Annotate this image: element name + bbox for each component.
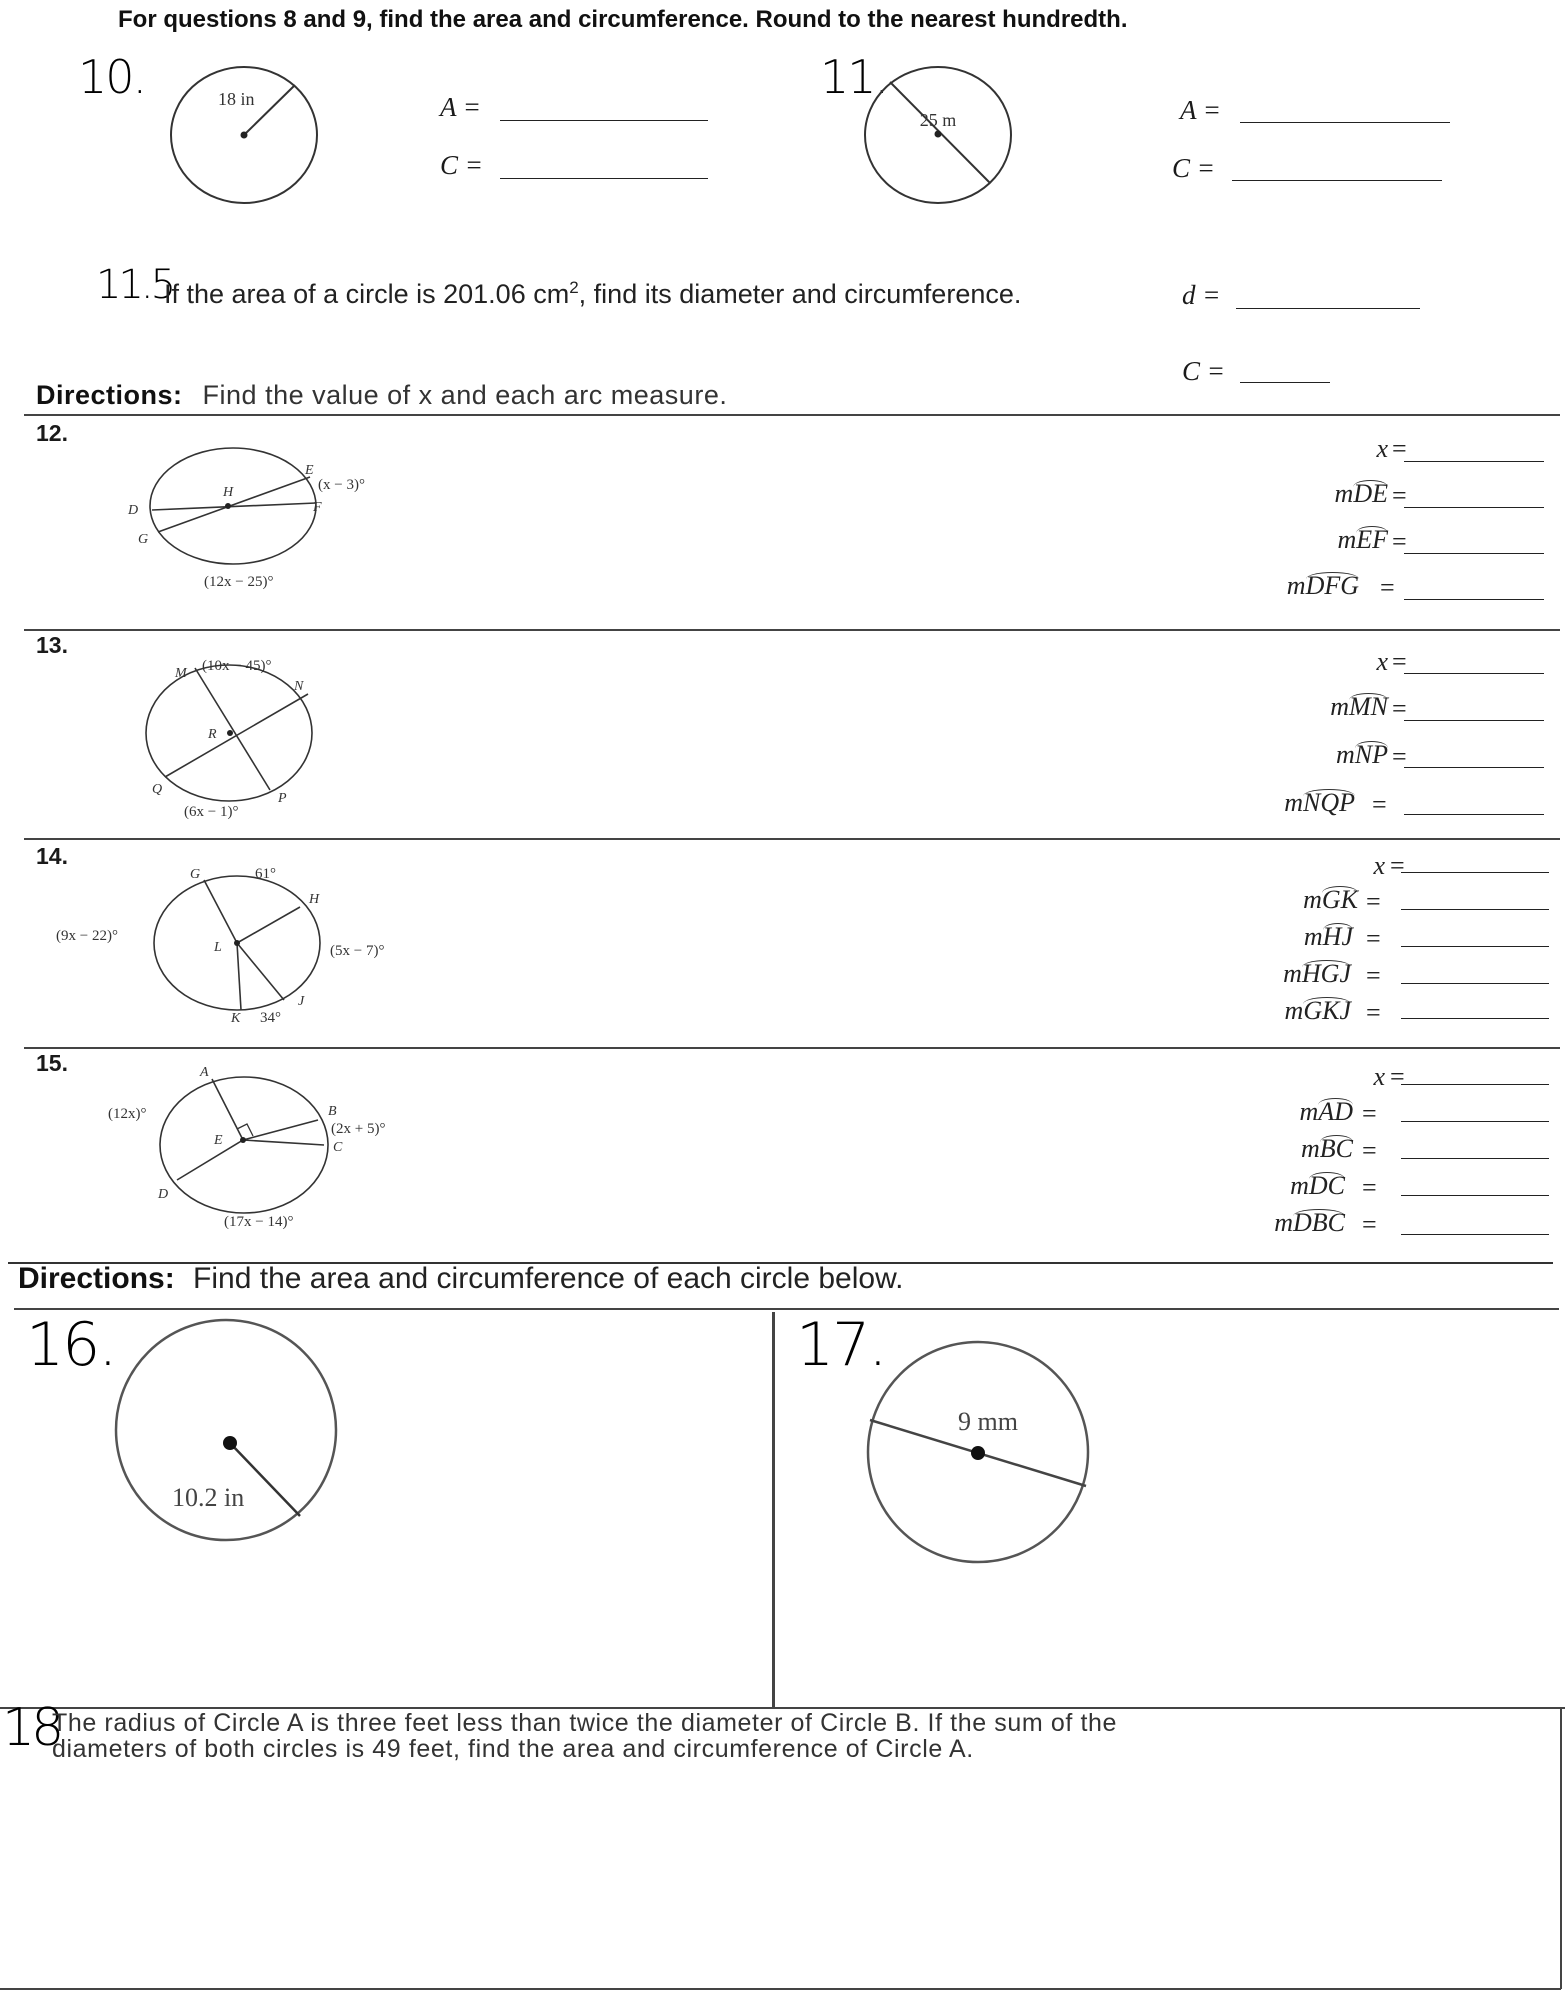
q13-ans-mmn-eq: = xyxy=(1392,694,1407,723)
q14-ans-mhgj-label: mHGJ xyxy=(1283,959,1351,988)
q14-figure xyxy=(50,860,430,1030)
q11-5-d-label: d = xyxy=(1182,280,1221,310)
q15-label-b: B xyxy=(328,1104,337,1119)
q13-ans-x-eq: = xyxy=(1392,647,1407,676)
q13-ans-mnqp-blank[interactable] xyxy=(1404,814,1544,815)
q14-arc-right: (5x − 7)° xyxy=(330,943,385,959)
q15-ans-x-eq: = xyxy=(1390,1062,1405,1091)
rule-arcs-top xyxy=(24,414,1560,416)
q15-arc-bc: (2x + 5)° xyxy=(331,1121,386,1137)
q11-5-number: 11.5 xyxy=(96,262,174,308)
q11-circ-label: C = xyxy=(1172,153,1215,183)
q12-label-d: D xyxy=(128,503,139,518)
q12-ans-mdfg-blank[interactable] xyxy=(1404,599,1544,600)
rule-q12-q13 xyxy=(24,629,1560,631)
q12-ans-mdfg-label: mDFG xyxy=(1286,571,1359,600)
q12-number: 12. xyxy=(36,420,68,446)
directions-arcs-text: Find the value of x and each arc measure. xyxy=(202,380,728,410)
q14-ans-mhj-blank[interactable] xyxy=(1401,946,1549,947)
q12-ans-x-blank[interactable] xyxy=(1404,461,1544,462)
q11-circle-figure xyxy=(860,60,1020,210)
q18-question xyxy=(52,1710,1117,1762)
q14-ans-mhgj-blank[interactable] xyxy=(1401,983,1549,984)
q15-ans-x-label: x xyxy=(1373,1062,1385,1091)
q15-label-c: C xyxy=(333,1140,343,1155)
q15-ans-x-blank[interactable] xyxy=(1401,1084,1549,1085)
q14-label-j: J xyxy=(298,994,305,1009)
q13-label-m: M xyxy=(175,666,187,681)
q17-circle-figure xyxy=(850,1338,1100,1568)
q11-5-c-blank[interactable] xyxy=(1240,382,1330,383)
q15-ans-mad-eq: = xyxy=(1362,1099,1377,1128)
directions-arcs-bold: Directions: xyxy=(36,380,183,410)
q14-label-g: G xyxy=(190,867,201,882)
q16-number: 16. xyxy=(26,1310,116,1380)
q13-label-q: Q xyxy=(152,782,163,797)
q13-figure xyxy=(120,650,350,825)
q15-ans-mdbc-blank[interactable] xyxy=(1401,1234,1549,1235)
q13-ans-mmn-label: mMN xyxy=(1330,692,1388,721)
q14-ans-mgk-label: mGK xyxy=(1303,885,1358,914)
q13-ans-mnqp-eq: = xyxy=(1372,790,1387,819)
q14-label-h: H xyxy=(309,892,320,907)
q11-area-blank[interactable] xyxy=(1240,122,1450,123)
q11-5-c-label: C = xyxy=(1182,356,1225,386)
q14-ans-mhj-eq: = xyxy=(1366,924,1381,953)
rule-q13-q14 xyxy=(24,838,1560,840)
q15-ans-mdbc-label: mDBC xyxy=(1274,1208,1345,1237)
directions-arcs xyxy=(36,380,727,411)
q10-area-label: A = xyxy=(440,92,481,122)
q10-circle-figure xyxy=(160,60,330,210)
q12-label-g: G xyxy=(138,532,149,547)
q10-number: 10. xyxy=(78,50,146,104)
q15-ans-mdbc-eq: = xyxy=(1362,1210,1377,1239)
rule-right-border xyxy=(1560,1707,1562,1989)
q14-ans-mgk-blank[interactable] xyxy=(1401,909,1549,910)
q13-ans-mnp-eq: = xyxy=(1392,742,1407,771)
directions-area-bold: Directions: xyxy=(18,1262,175,1295)
q14-ans-x-label: x xyxy=(1373,851,1385,880)
q12-label-e: E xyxy=(305,463,314,478)
q13-ans-mnp-blank[interactable] xyxy=(1404,767,1544,768)
q14-ans-x-eq: = xyxy=(1390,851,1405,880)
q13-label-n: N xyxy=(294,679,304,694)
directions-area-text: Find the area and circumference of each circle below. xyxy=(193,1262,904,1295)
rule-q14-q15 xyxy=(24,1047,1560,1049)
q15-number: 15. xyxy=(36,1050,68,1076)
q15-label-d: D xyxy=(158,1187,169,1202)
q13-ans-mnqp-label: mNQP xyxy=(1284,788,1355,817)
q15-label-e: E xyxy=(214,1133,223,1148)
q16-radius-label: 10.2 in xyxy=(172,1483,245,1512)
q18-line2: diameters of both circles is 49 feet, find the area and circumference of Circle A. xyxy=(52,1735,974,1763)
q12-ans-mde-label: mDE xyxy=(1334,479,1388,508)
q11-5-text-after: , find its diameter and circumference. xyxy=(578,279,1022,309)
q16-circle-figure xyxy=(110,1300,350,1560)
rule-bottom xyxy=(0,1988,1561,1990)
q13-ans-x-blank[interactable] xyxy=(1404,673,1544,674)
q13-ans-x-label: x xyxy=(1376,647,1388,676)
q12-figure xyxy=(120,440,420,600)
q17-number: 17. xyxy=(796,1310,886,1380)
q13-arc-mn: (10x − 45)° xyxy=(202,658,272,674)
q15-ans-mdc-blank[interactable] xyxy=(1401,1195,1549,1196)
q10-area-blank[interactable] xyxy=(500,120,708,121)
q18-number: 18 xyxy=(2,1698,61,1758)
q17-diameter-label: 9 mm xyxy=(958,1407,1018,1436)
q12-ans-mef-blank[interactable] xyxy=(1404,553,1544,554)
q15-label-a: A xyxy=(200,1065,209,1080)
q16-q17-divider xyxy=(772,1312,775,1707)
q15-ans-mdc-label: mDC xyxy=(1290,1171,1345,1200)
q15-ans-mad-blank[interactable] xyxy=(1401,1121,1549,1122)
q18-line1: The radius of Circle A is three feet less than twice the diameter of Circle B. If the sum of the xyxy=(52,1709,1118,1737)
q14-label-k: K xyxy=(231,1011,241,1026)
q14-ans-mhgj-eq: = xyxy=(1366,961,1381,990)
q15-figure xyxy=(100,1060,440,1240)
q15-ans-mbc-label: mBC xyxy=(1300,1134,1353,1163)
directions-area xyxy=(18,1262,903,1296)
header-instruction: For questions 8 and 9, find the area and circumference. Round to the nearest hundredth. xyxy=(118,6,1128,33)
q12-arc-bottom: (12x − 25)° xyxy=(204,574,274,590)
q11-5-question xyxy=(164,278,1021,310)
q12-ans-mdfg-eq: = xyxy=(1380,573,1395,602)
q14-ans-mgk-eq: = xyxy=(1366,887,1381,916)
q14-number: 14. xyxy=(36,843,68,869)
q14-ans-x-blank[interactable] xyxy=(1401,872,1549,873)
q12-ans-x-eq: = xyxy=(1392,434,1407,463)
q14-arc-kj: 34° xyxy=(260,1010,281,1026)
q11-area-label: A = xyxy=(1180,95,1221,125)
q13-label-p: P xyxy=(278,791,287,806)
q12-ans-x-label: x xyxy=(1376,434,1388,463)
q12-ans-mef-eq: = xyxy=(1392,527,1407,556)
q13-ans-mmn-blank[interactable] xyxy=(1404,720,1544,721)
q14-arc-left: (9x − 22)° xyxy=(56,928,118,944)
q10-circ-blank[interactable] xyxy=(500,178,708,179)
q12-label-h: H xyxy=(223,485,234,500)
q13-ans-mnp-label: mNP xyxy=(1335,740,1388,769)
q14-ans-mhj-label: mHJ xyxy=(1303,922,1353,951)
q13-label-r: R xyxy=(208,727,217,742)
q15-ans-mdc-eq: = xyxy=(1362,1173,1377,1202)
q13-arc-qp: (6x − 1)° xyxy=(184,804,239,820)
q10-circ-label: C = xyxy=(440,150,483,180)
q12-ans-mde-blank[interactable] xyxy=(1404,507,1544,508)
q14-arc-gh: 61° xyxy=(255,866,276,882)
q15-arc-bottom: (17x − 14)° xyxy=(224,1214,294,1230)
q12-label-f: F xyxy=(313,500,322,515)
q13-number: 13. xyxy=(36,632,68,658)
q12-ans-mef-label: mEF xyxy=(1337,525,1388,554)
q14-ans-mgkj-label: mGKJ xyxy=(1284,996,1351,1025)
q11-5-sup: 2 xyxy=(569,278,579,297)
q14-ans-mgkj-blank[interactable] xyxy=(1401,1018,1549,1019)
q14-label-l: L xyxy=(214,940,222,955)
q11-diameter-label: 25 m xyxy=(919,110,957,130)
q12-ans-mde-eq: = xyxy=(1392,481,1407,510)
q11-5-d-blank[interactable] xyxy=(1236,308,1420,309)
q11-circ-blank[interactable] xyxy=(1232,180,1442,181)
q15-ans-mad-label: mAD xyxy=(1299,1097,1353,1126)
q15-ans-mbc-eq: = xyxy=(1362,1136,1377,1165)
q11-5-text-before: If the area of a circle is 201.06 cm xyxy=(164,279,570,309)
q15-arc-left: (12x)° xyxy=(108,1106,147,1122)
q12-arc-ef: (x − 3)° xyxy=(318,477,365,493)
q10-radius-label: 18 in xyxy=(218,89,255,109)
q15-ans-mbc-blank[interactable] xyxy=(1401,1158,1549,1159)
q14-ans-mgkj-eq: = xyxy=(1366,998,1381,1027)
q11-number: 11. xyxy=(820,50,888,104)
